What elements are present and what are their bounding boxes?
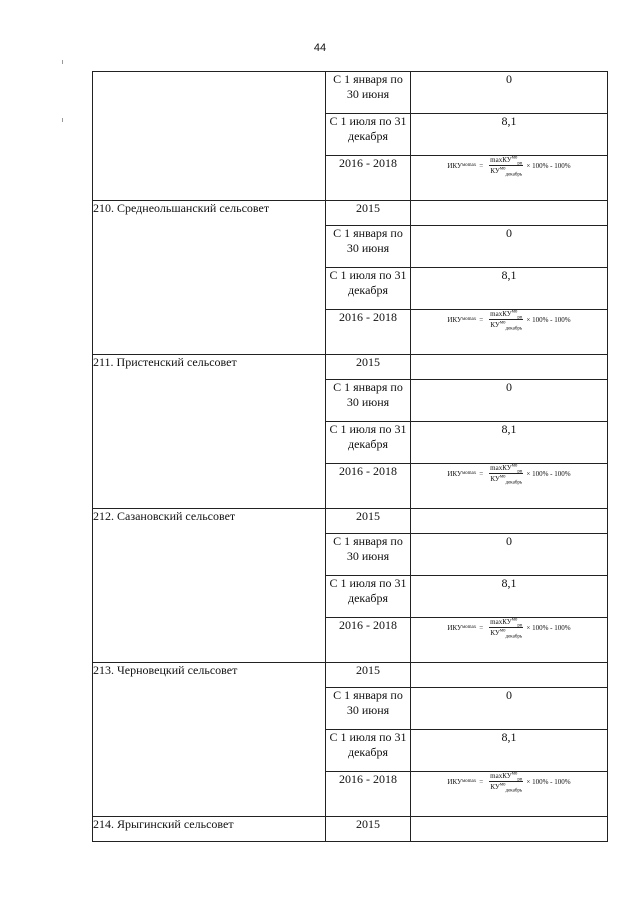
period-cell: С 1 января по 30 июня — [326, 72, 411, 114]
table-row — [93, 72, 608, 114]
value-cell — [411, 355, 608, 380]
region-name: 211. Пристенский сельсовет — [93, 355, 326, 509]
table-row — [93, 509, 608, 534]
table-row — [93, 663, 608, 688]
value-cell: 0 — [411, 688, 608, 730]
region-name: 210. Среднеольшанский сельсовет — [93, 201, 326, 355]
period-cell: 2016 - 2018 — [326, 310, 411, 355]
value-cell — [411, 817, 608, 842]
region-name: 214. Ярыгинский сельсовет — [93, 817, 326, 842]
index-formula: ИКУ мо max = $\frac{\max КУ^{мо}_{pn}}{КУ^{мо}_{декабрь}}$ × 100% - 100% — [447, 309, 571, 332]
value-cell — [411, 201, 608, 226]
formula-fraction: $\frac{\max КУ^{мо}_{pn}}{КУ^{мо}_{декабрь}}$ — [490, 771, 523, 794]
formula-fraction: $\frac{\max КУ^{мо}_{pn}}{КУ^{мо}_{декабрь}}$ — [490, 463, 523, 486]
period-cell: С 1 января по 30 июня — [326, 688, 411, 730]
value-cell: 0 — [411, 534, 608, 576]
value-cell — [411, 509, 608, 534]
formula-cell — [411, 310, 608, 355]
region-name — [93, 72, 326, 201]
value-cell: 0 — [411, 72, 608, 114]
table-row — [93, 817, 608, 842]
formula-cell — [411, 464, 608, 509]
period-cell: 2016 - 2018 — [326, 464, 411, 509]
period-cell: 2015 — [326, 817, 411, 842]
period-cell: 2016 - 2018 — [326, 618, 411, 663]
period-cell: С 1 января по 30 июня — [326, 380, 411, 422]
period-cell: С 1 июля по 31 декабря — [326, 268, 411, 310]
index-formula: ИКУ мо max = $\frac{\max КУ^{мо}_{pn}}{КУ^{мо}_{декабрь}}$ × 100% - 100% — [447, 617, 571, 640]
region-name: 212. Сазановский сельсовет — [93, 509, 326, 663]
period-cell: С 1 июля по 31 декабря — [326, 730, 411, 772]
region-name: 213. Черновецкий сельсовет — [93, 663, 326, 817]
value-cell: 8,1 — [411, 730, 608, 772]
period-cell: 2015 — [326, 663, 411, 688]
value-cell: 8,1 — [411, 268, 608, 310]
period-cell: С 1 июля по 31 декабря — [326, 422, 411, 464]
formula-fraction: $\frac{\max КУ^{мо}_{pn}}{КУ^{мо}_{декабрь}}$ — [490, 617, 523, 640]
period-cell: С 1 июля по 31 декабря — [326, 576, 411, 618]
period-cell: 2015 — [326, 355, 411, 380]
index-formula: ИКУ мо max = $\frac{\max КУ^{мо}_{pn}}{КУ^{мо}_{декабрь}}$ × 100% - 100% — [447, 155, 571, 178]
tariff-table — [92, 71, 608, 842]
value-cell: 0 — [411, 380, 608, 422]
scan-mark — [62, 60, 63, 64]
formula-fraction: $\frac{\max КУ^{мо}_{pn}}{КУ^{мо}_{декабрь}}$ — [490, 309, 523, 332]
table-row — [93, 355, 608, 380]
period-cell: 2016 - 2018 — [326, 156, 411, 201]
formula-cell — [411, 156, 608, 201]
period-cell: С 1 января по 30 июня — [326, 534, 411, 576]
formula-cell — [411, 618, 608, 663]
page-number: 44 — [313, 42, 327, 54]
period-cell: 2016 - 2018 — [326, 772, 411, 817]
value-cell: 0 — [411, 226, 608, 268]
table-row — [93, 201, 608, 226]
period-cell: 2015 — [326, 509, 411, 534]
index-formula: ИКУ мо max = $\frac{\max КУ^{мо}_{pn}}{КУ^{мо}_{декабрь}}$ × 100% - 100% — [447, 771, 571, 794]
period-cell: С 1 июля по 31 декабря — [326, 114, 411, 156]
index-formula: ИКУ мо max = $\frac{\max КУ^{мо}_{pn}}{КУ^{мо}_{декабрь}}$ × 100% - 100% — [447, 463, 571, 486]
period-cell: С 1 января по 30 июня — [326, 226, 411, 268]
value-cell: 8,1 — [411, 422, 608, 464]
value-cell: 8,1 — [411, 576, 608, 618]
value-cell — [411, 663, 608, 688]
formula-cell — [411, 772, 608, 817]
scan-mark — [62, 118, 63, 122]
period-cell: 2015 — [326, 201, 411, 226]
value-cell: 8,1 — [411, 114, 608, 156]
formula-fraction: $\frac{\max КУ^{мо}_{pn}}{КУ^{мо}_{декабрь}}$ — [490, 155, 523, 178]
